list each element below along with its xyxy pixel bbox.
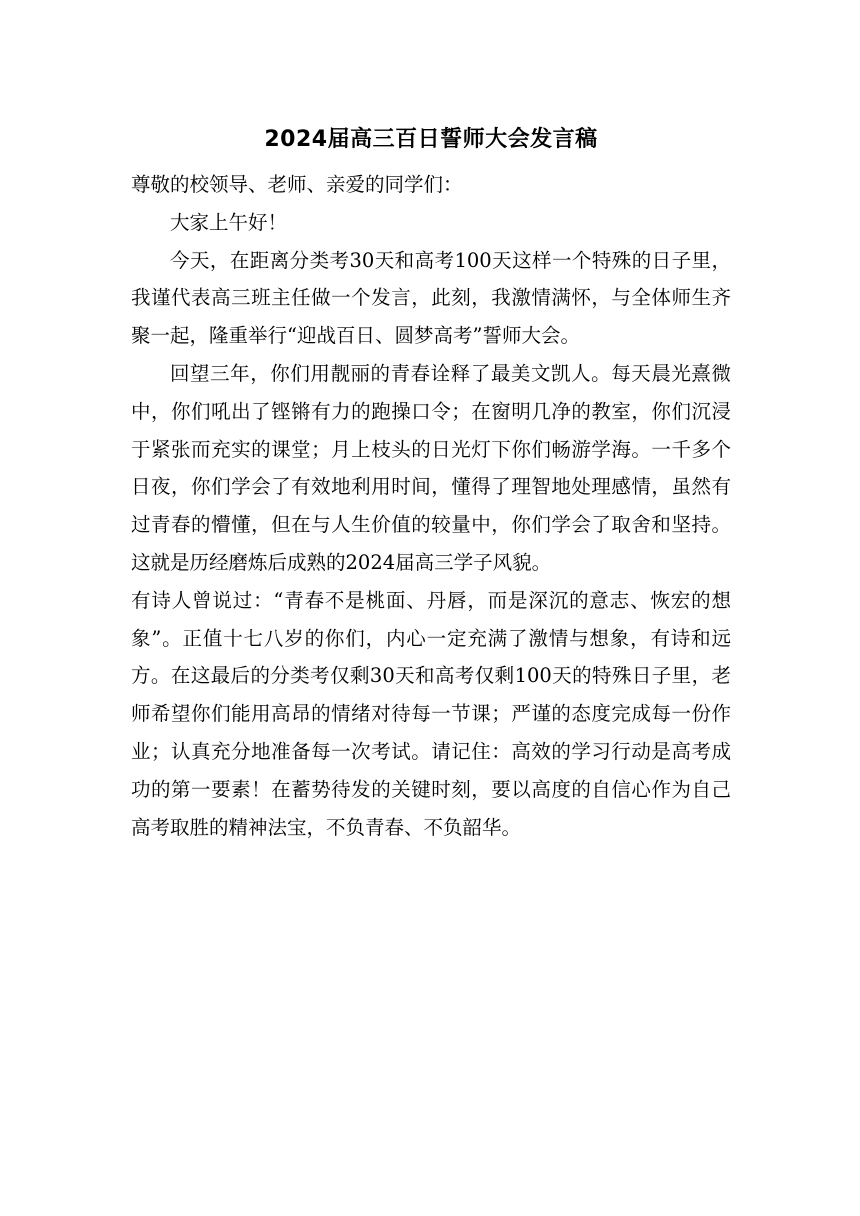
opening-paragraph: 今天，在距离分类考30天和高考100天这样一个特殊的日子里，我谨代表高三班主任做一个发言，此刻，我激情满怀，与全体师生齐聚一起，隆重举行“迎战百日、圆梦高考”誓师大会。 [131,248,731,348]
document-title: 2024届高三百日誓师大会发言稿 [264,127,598,152]
document-page [131,118,731,846]
greeting-paragraph: 大家上午好！ [170,210,288,234]
salutation-paragraph: 尊敬的校领导、老师、亲爱的同学们： [131,173,463,196]
document-body [131,166,731,846]
poet-quote-paragraph: 有诗人曾说过：“青春不是桃面、丹唇，而是深沉的意志、恢宏的想象”。正值十七八岁的你们，内心一定充满了激情与想象，有诗和远方。在这最后的分类考仅剩30天和高考仅剩100天的特殊日子里，老师希望你们能用高昂的情绪对待每一节课；严谨的态度完成每一份作业；认真充分地准备每一次考试。请记住：高效的学习行动是高考成功的第一要素！在蓄势待发的关键时刻，要以高度的自信心作为自己高考取胜的精神法宝，不负青春、不负韶华。 [131,588,731,839]
review-paragraph: 回望三年，你们用靓丽的青春诠释了最美文凯人。每天晨光熹微中，你们吼出了铿锵有力的跑操口令；在窗明几净的教室，你们沉浸于紧张而充实的课堂；月上枝头的日光灯下你们畅游学海。一千多个日夜，你们学会了有效地利用时间，懂得了理智地处理感情，虽然有过青春的懵懂，但在与人生价值的较量中，你们学会了取舍和坚持。这就是历经磨炼后成熟的2024届高三学子风貌。 [131,361,731,574]
